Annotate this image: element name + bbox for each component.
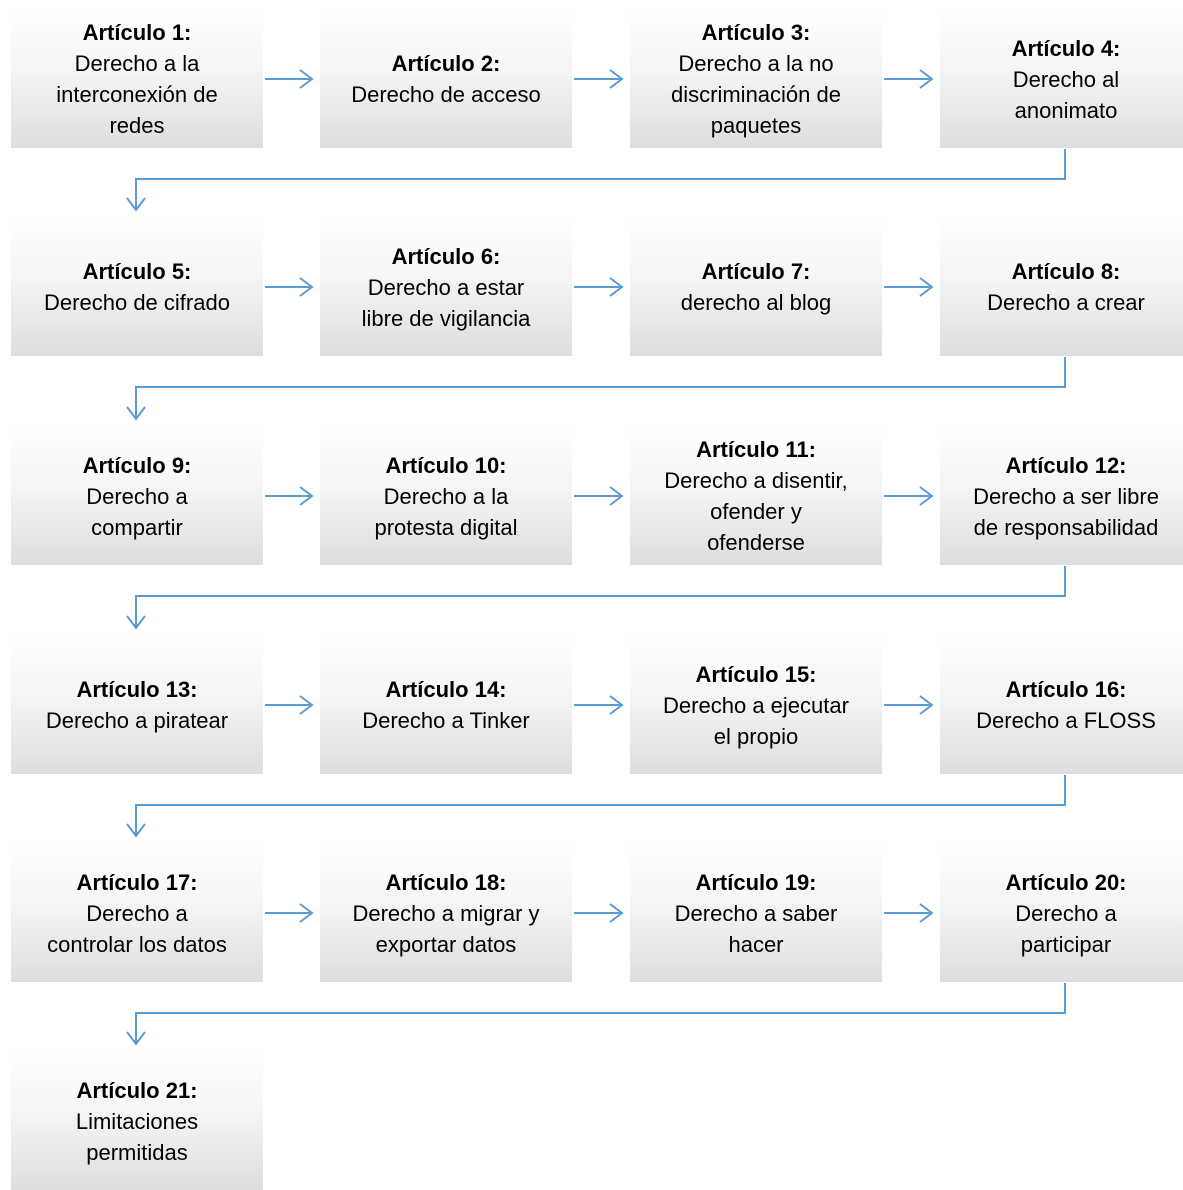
article-description-line: Derecho a bbox=[86, 900, 188, 926]
article-description-line: Derecho a estar bbox=[367, 274, 525, 300]
article-description-line: Derecho a Tinker bbox=[362, 708, 530, 733]
elbow-connector bbox=[136, 566, 1065, 628]
article-box-13 bbox=[11, 636, 263, 774]
article-title: Artículo 11: bbox=[696, 437, 816, 462]
article-description-line: compartir bbox=[91, 514, 183, 540]
article-box-2 bbox=[320, 10, 572, 148]
article-description-line: paquetes bbox=[710, 113, 802, 138]
article-title: Artículo 4: bbox=[1011, 35, 1121, 61]
article-description-line: discriminación de bbox=[671, 82, 841, 107]
elbow-connector bbox=[136, 357, 1065, 419]
article-description-line: Derecho a ser libre bbox=[973, 483, 1159, 509]
article-description-line: participar bbox=[1020, 931, 1112, 957]
article-title: Artículo 6: bbox=[391, 243, 501, 269]
article-description-line: derecho al blog bbox=[680, 290, 832, 315]
article-title: Artículo 2: bbox=[391, 51, 501, 76]
article-box-20 bbox=[940, 844, 1183, 982]
article-description-line: Derecho a disentir, bbox=[664, 468, 848, 493]
article-description-line: interconexión de bbox=[56, 82, 218, 107]
article-title: Artículo 21: bbox=[76, 1077, 198, 1103]
article-box-21 bbox=[11, 1052, 263, 1190]
article-title: Artículo 18: bbox=[385, 869, 507, 895]
article-title: Artículo 20: bbox=[1005, 869, 1127, 895]
article-box-11 bbox=[630, 427, 882, 565]
article-box-15 bbox=[630, 636, 882, 774]
article-box-8 bbox=[940, 218, 1183, 356]
article-title: Artículo 5: bbox=[82, 259, 192, 284]
article-title: Artículo 8: bbox=[1011, 259, 1121, 284]
article-box-14 bbox=[320, 636, 572, 774]
article-title: Artículo 7: bbox=[701, 259, 811, 284]
article-title: Artículo 12: bbox=[1005, 452, 1127, 478]
article-description-line: Derecho a bbox=[86, 483, 188, 509]
article-box-5 bbox=[11, 218, 263, 356]
article-description-line: protesta digital bbox=[374, 514, 518, 540]
article-description-line: hacer bbox=[728, 931, 784, 957]
article-title: Artículo 10: bbox=[385, 452, 507, 478]
article-description-line: Derecho a saber bbox=[674, 900, 838, 926]
article-box-9 bbox=[11, 427, 263, 565]
article-box-18 bbox=[320, 844, 572, 982]
article-title: Artículo 9: bbox=[82, 452, 192, 478]
article-box-19 bbox=[630, 844, 882, 982]
article-description-line: Derecho al bbox=[1012, 66, 1120, 92]
article-box-6 bbox=[320, 218, 572, 356]
article-description-line: redes bbox=[109, 113, 165, 138]
article-title: Artículo 15: bbox=[695, 661, 817, 687]
article-description-line: Derecho a piratear bbox=[45, 708, 229, 733]
elbow-connector bbox=[136, 149, 1065, 210]
article-title: Artículo 17: bbox=[76, 869, 198, 895]
elbow-connector bbox=[136, 983, 1065, 1044]
article-box-10 bbox=[320, 427, 572, 565]
article-description-line: Derecho a la bbox=[383, 483, 509, 509]
article-description-line: Derecho a la no bbox=[678, 51, 834, 76]
article-description-line: Derecho a ejecutar bbox=[663, 692, 849, 718]
article-title: Artículo 3: bbox=[701, 20, 811, 45]
article-title: Artículo 13: bbox=[76, 677, 198, 702]
article-title: Artículo 16: bbox=[1005, 677, 1127, 702]
article-description-line: Derecho a bbox=[1015, 900, 1117, 926]
article-description-line: libre de vigilancia bbox=[361, 305, 531, 331]
article-description-line: Derecho a FLOSS bbox=[976, 708, 1156, 733]
article-title: Artículo 19: bbox=[695, 869, 817, 895]
article-box-4 bbox=[940, 10, 1183, 148]
article-box-3 bbox=[630, 10, 882, 148]
article-box-12 bbox=[940, 427, 1183, 565]
elbow-connector bbox=[136, 775, 1065, 836]
article-description-line: ofender y bbox=[710, 499, 802, 524]
article-description-line: Derecho a la bbox=[74, 51, 200, 76]
article-description-line: ofenderse bbox=[707, 530, 805, 555]
article-description-line: Limitaciones bbox=[75, 1108, 199, 1134]
article-description-line: permitidas bbox=[86, 1139, 188, 1165]
article-description-line: de responsabilidad bbox=[973, 514, 1159, 540]
article-box-16 bbox=[940, 636, 1183, 774]
article-description-line: el propio bbox=[713, 723, 799, 749]
article-title: Artículo 1: bbox=[82, 20, 192, 45]
article-description-line: Derecho de cifrado bbox=[44, 290, 230, 315]
article-description-line: Derecho de acceso bbox=[351, 82, 541, 107]
article-description-line: Derecho a crear bbox=[987, 290, 1145, 315]
article-description-line: anonimato bbox=[1014, 97, 1118, 123]
article-box-7 bbox=[630, 218, 882, 356]
article-box-1 bbox=[11, 10, 263, 148]
article-description-line: controlar los datos bbox=[47, 931, 227, 957]
article-box-17 bbox=[11, 844, 263, 982]
article-description-line: Derecho a migrar y bbox=[352, 900, 540, 926]
article-description-line: exportar datos bbox=[375, 931, 517, 957]
article-title: Artículo 14: bbox=[385, 677, 507, 702]
